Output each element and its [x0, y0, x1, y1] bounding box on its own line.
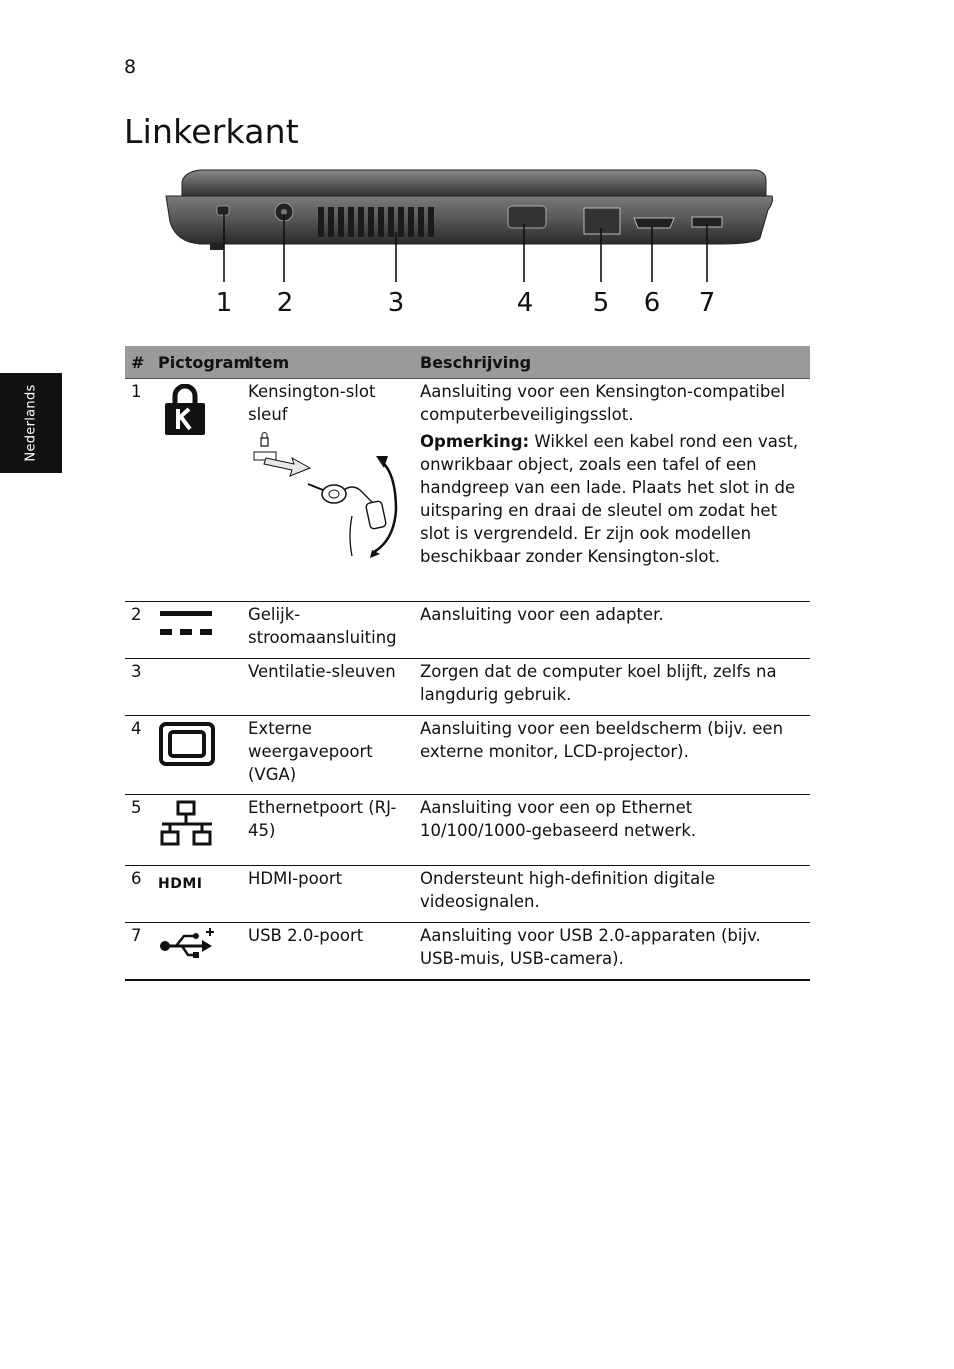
callout-4: 4 [516, 288, 534, 318]
hdmi-icon [158, 874, 236, 897]
table-row [125, 379, 810, 602]
row-description: Aansluiting voor een beeldscherm (bijv. een externe monitor, LCD-projector). [414, 716, 810, 795]
laptop-left-side-illustration [160, 162, 780, 322]
callout-2: 2 [276, 288, 294, 318]
row-description: Aansluiting voor een adapter. [414, 602, 810, 659]
ports-table [125, 346, 810, 981]
table-row [125, 659, 810, 716]
row-description: Aansluiting voor een Kensington-compatibel computerbeveiligingsslot. [420, 382, 786, 424]
header-description: Beschrijving [414, 346, 810, 379]
ethernet-icon [158, 800, 236, 856]
row-description: Aansluiting voor USB 2.0-apparaten (bijv. USB-muis, USB-camera). [414, 923, 810, 981]
row-number: 3 [125, 659, 152, 716]
row-note [420, 430, 804, 568]
table-row [125, 602, 810, 659]
row-icon-empty [152, 659, 242, 716]
row-item: Kensington-slot sleuf [248, 382, 376, 424]
header-number: # [125, 346, 152, 379]
kensington-lock-icon [158, 384, 236, 442]
row-description: Aansluiting voor een op Ethernet 10/100/1000-gebaseerd netwerk. [414, 795, 810, 866]
callout-3: 3 [387, 288, 405, 318]
row-number: 5 [125, 795, 152, 866]
header-item: Item [242, 346, 414, 379]
table-row [125, 716, 810, 795]
row-item: Externe weergavepoort (VGA) [242, 716, 414, 795]
language-tab [0, 373, 62, 473]
row-item: HDMI-poort [242, 866, 414, 923]
note-text: Wikkel een kabel rond een vast, onwrikbaar object, zoals een tafel of een handgreep van een lade. Plaats het slot in de uitsparing en draai de sleutel om zodat het slot is vergrendeld. Er zijn ook modellen beschikbaar zonder Kensington-slot. [420, 432, 799, 566]
row-item: USB 2.0-poort [242, 923, 414, 981]
note-label: Opmerking: [420, 432, 530, 451]
hdmi-logo-text: HDMI [158, 876, 203, 891]
row-number: 6 [125, 866, 152, 923]
row-number: 1 [125, 379, 152, 602]
row-description: Ondersteunt high-definition digitale videosignalen. [414, 866, 810, 923]
table-row [125, 923, 810, 981]
row-number: 7 [125, 923, 152, 981]
table-row [125, 795, 810, 866]
row-description: Zorgen dat de computer koel blijft, zelfs na langdurig gebruik. [414, 659, 810, 716]
page-title: Linkerkant [124, 112, 299, 151]
row-number: 2 [125, 602, 152, 659]
table-row [125, 866, 810, 923]
callout-5: 5 [592, 288, 610, 318]
row-item: Ethernetpoort (RJ-45) [242, 795, 414, 866]
language-tab-label: Nederlands [23, 384, 39, 462]
table-header-row [125, 346, 810, 379]
callout-6: 6 [643, 288, 661, 318]
row-number: 4 [125, 716, 152, 795]
page-number: 8 [124, 56, 137, 78]
vga-port-icon [158, 721, 236, 773]
callout-1: 1 [215, 288, 233, 318]
dc-in-icon [158, 607, 236, 645]
kensington-cable-illustration [248, 432, 408, 558]
callout-7: 7 [698, 288, 716, 318]
header-icon: Pictogram [152, 346, 242, 379]
row-item: Ventilatie-sleuven [242, 659, 414, 716]
row-item: Gelijk-stroomaansluiting [242, 602, 414, 659]
usb-icon [158, 928, 236, 966]
